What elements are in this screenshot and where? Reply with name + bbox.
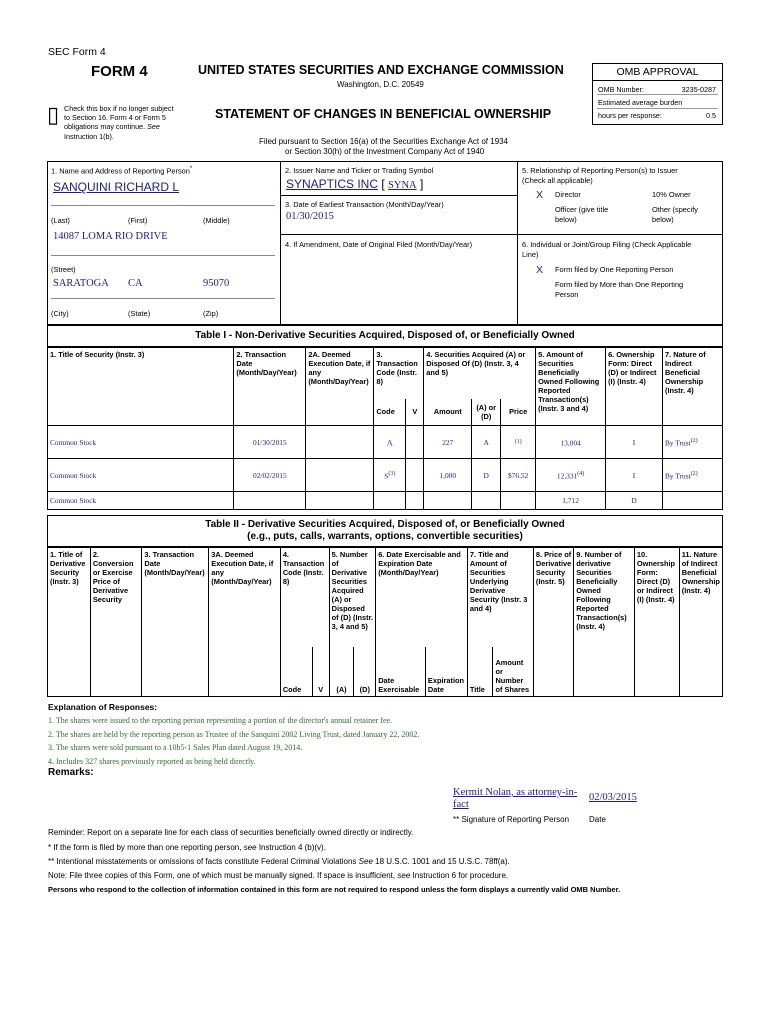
zip-label: (Zip) <box>203 309 219 318</box>
table2-subtitle: (e.g., puts, calls, warrants, options, convertible securities) <box>247 531 523 542</box>
t1-r1-v <box>406 426 424 459</box>
first-name-label: (First) <box>128 216 148 225</box>
t1-r2-deemed <box>306 459 374 492</box>
ten-pct-owner-label: 10% Owner <box>652 190 691 199</box>
explanation-item: 3. The shares were sold pursuant to a 10b5-1 Sales Plan dated August 19, 2014. <box>48 743 303 752</box>
t1-sub-ad: (A) or (D) <box>472 399 501 426</box>
explanation-item: 2. The shares are held by the reporting person as Trustee of the Sanquini 2002 Living Trust, dated January 22, 2002. <box>48 729 420 739</box>
t2-h1: 1. Title of Derivative Security (Instr. 3) <box>48 548 91 697</box>
reminder-note: Reminder: Report on a separate line for each class of securities beneficially owned directly or indirectly. <box>48 828 414 837</box>
t1-r2-code: $S^{(3)}$ <box>374 459 406 492</box>
table-row <box>48 492 723 510</box>
t1-r1-code: A <box>374 426 406 459</box>
t1-h2a: 2A. Deemed Execution Date, if any (Month/Day/Year) <box>306 348 374 426</box>
t1-r3-date <box>234 492 306 510</box>
t2-sub-v: V <box>312 647 329 697</box>
box2-label: 2. Issuer Name and Ticker or Trading Symbol <box>285 166 434 175</box>
more-persons-label: Form filed by More than One Reporting Person <box>555 280 684 299</box>
state-value: CA <box>128 278 143 289</box>
t2-h3a: 3A. Deemed Execution Date, if any (Month/Day/Year) <box>209 548 281 697</box>
one-person-mark: X <box>536 264 544 276</box>
t1-r2-ad: D <box>472 459 501 492</box>
t1-r3-v <box>406 492 424 510</box>
t2-h8: 8. Price of Derivative Security (Instr. 5) <box>533 548 573 697</box>
t1-r1-amount: 227 <box>424 426 472 459</box>
t2-h4: 4. Transaction Code (Instr. 8) <box>280 548 329 647</box>
t2-h11: 11. Nature of Indirect Beneficial Ownership (Instr. 4) <box>679 548 722 697</box>
state-label: (State) <box>128 309 151 318</box>
t1-r1-date: 01/30/2015 <box>234 426 306 459</box>
t2-h7: 7. Title and Amount of Securities Underlying Derivative Security (Instr. 3 and 4) <box>467 548 533 647</box>
director-label: Director <box>555 190 581 199</box>
signature-date: 02/03/2015 <box>589 792 637 803</box>
officer-label: Officer (give title below) <box>555 205 609 224</box>
explanation-item: 1. The shares were issued to the reporting person representing a portion of the director's annual retainer fee. <box>48 716 393 725</box>
t1-sub-price: Price <box>501 399 536 426</box>
table2-title: Table II - Derivative Securities Acquired, Disposed of, or Beneficially Owned <box>205 519 565 530</box>
sec-form-label: SEC Form 4 <box>48 46 106 58</box>
t1-h3: 3. Transaction Code (Instr. 8) <box>374 348 424 399</box>
box1-label: 1. Name and Address of Reporting Person* <box>51 166 193 176</box>
t1-sub-amount: Amount <box>424 399 472 426</box>
table2 <box>47 547 723 697</box>
filed-pursuant-line1: Filed pursuant to Section 16(a) of the Securities Exchange Act of 1934 <box>259 137 509 146</box>
footnote-multiple-persons: * If the form is filed by more than one reporting person, see Instruction 4 (b)(v). <box>48 843 326 852</box>
t1-sub-code: Code <box>374 399 406 426</box>
omb-number-label: OMB Number: <box>598 85 644 94</box>
box6-label: 6. Individual or Joint/Group Filing (Check Applicable Line) <box>522 240 692 259</box>
t1-r3-ad <box>472 492 501 510</box>
t2-h6: 6. Date Exercisable and Expiration Date (Month/Day/Year) <box>376 548 468 647</box>
ticker-link[interactable]: SYNA <box>388 180 417 191</box>
t1-r1-price: (1) <box>501 426 536 459</box>
one-person-label: Form filed by One Reporting Person <box>555 265 674 274</box>
t2-h3: 3. Transaction Date (Month/Day/Year) <box>142 548 209 697</box>
commission-location: Washington, D.C. 20549 <box>337 80 424 89</box>
t2-sub-code: Code <box>280 647 312 697</box>
statement-title: STATEMENT OF CHANGES IN BENEFICIAL OWNERSHIP <box>215 107 552 121</box>
t2-sub-date-exercisable: Date Exercisable <box>376 647 426 697</box>
table2-title-box <box>47 515 723 547</box>
t1-r1-ad: A <box>472 426 501 459</box>
omb-persons-note: Persons who respond to the collection of information contained in this form are not required to respond unless the form displays a currently valid OMB Number. <box>48 885 621 894</box>
box5-label: 5. Relationship of Reporting Person(s) to Issuer (Check all applicable) <box>522 166 678 185</box>
footnote-copies: Note: File three copies of this Form, one of which must be manually signed. If space is insufficient, see Instruction 6 for procedure. <box>48 871 509 880</box>
t2-h2: 2. Conversion or Exercise Price of Derivative Security <box>90 548 142 697</box>
checkbox-instructions: Check this box if no longer subject to Section 16. Form 4 or Form 5 obligations may continue. See Instruction 1(b). <box>64 104 174 141</box>
t1-h5: 5. Amount of Securities Beneficially Owned Following Reported Transaction(s) (Instr. 3 and 4) <box>536 348 606 426</box>
t1-r3-owned: 1,712 <box>536 492 606 510</box>
date-label: Date <box>589 815 606 824</box>
remarks-title: Remarks: <box>48 767 94 778</box>
signature-name[interactable]: Kermit Nolan, as attorney-in-fact <box>453 787 578 810</box>
t1-r3-form: D <box>606 492 663 510</box>
t1-h4: 4. Securities Acquired (A) or Disposed Of (D) (Instr. 3, 4 and 5) <box>424 348 536 399</box>
t1-r3-deemed <box>306 492 374 510</box>
omb-number-value: 3235-0287 <box>681 85 716 94</box>
t2-h9: 9. Number of derivative Securities Beneficially Owned Following Reported Transaction(s) (Instr. 4) <box>574 548 635 697</box>
explanation-title: Explanation of Responses: <box>48 702 158 712</box>
signature-label: ** Signature of Reporting Person <box>453 815 570 824</box>
t1-r3-nature <box>663 492 723 510</box>
t2-sub-title: Title <box>467 647 493 697</box>
t1-r3-title: Common Stock <box>48 492 234 510</box>
t2-sub-d: (D) <box>354 647 376 697</box>
t2-h10: 10. Ownership Form: Direct (D) or Indirect (I) (Instr. 4) <box>634 548 679 697</box>
t1-r3-amount <box>424 492 472 510</box>
omb-burden-label: Estimated average burden <box>598 98 683 107</box>
t1-h6: 6. Ownership Form: Direct (D) or Indirect (I) (Instr. 4) <box>606 348 663 426</box>
omb-hours-value: 0.5 <box>706 111 716 120</box>
box3-label: 3. Date of Earliest Transaction (Month/Day/Year) <box>285 200 444 209</box>
earliest-transaction-date: 01/30/2015 <box>286 211 334 222</box>
filed-pursuant-line2: or Section 30(h) of the Investment Company Act of 1940 <box>285 147 485 156</box>
t2-h5: 5. Number of Derivative Securities Acquired (A) or Disposed of (D) (Instr. 3, 4 and 5) <box>329 548 376 647</box>
t1-r1-form: I <box>606 426 663 459</box>
omb-approval-title: OMB APPROVAL <box>616 66 699 78</box>
t1-r2-date: 02/02/2015 <box>234 459 306 492</box>
t1-r2-v <box>406 459 424 492</box>
table-row <box>48 459 723 492</box>
form-number: FORM 4 <box>91 63 148 80</box>
director-mark: X <box>536 189 544 201</box>
t1-h1: 1. Title of Security (Instr. 3) <box>48 348 234 426</box>
t1-r2-amount: 1,000 <box>424 459 472 492</box>
issuer-name: SYNAPTICS INC [ SYNA ] <box>286 177 424 191</box>
table-row <box>48 426 723 459</box>
explanation-list <box>48 714 419 768</box>
t2-sub-amount: Amount or Number of Shares <box>493 647 533 697</box>
omb-hours-label: hours per response: <box>598 111 662 120</box>
t1-r1-title: Common Stock <box>48 426 234 459</box>
no-longer-subject-checkbox[interactable]: ▯ <box>47 102 60 127</box>
table1-title: Table I - Non-Derivative Securities Acquired, Disposed of, or Beneficially Owned <box>195 330 575 341</box>
city-value: SARATOGA <box>53 278 109 289</box>
commission-title: UNITED STATES SECURITIES AND EXCHANGE COMMISSION <box>198 63 564 77</box>
t1-h2: 2. Transaction Date (Month/Day/Year) <box>234 348 306 426</box>
last-name-label: (Last) <box>51 216 70 225</box>
middle-name-label: (Middle) <box>203 216 230 225</box>
table1-title-box <box>47 325 723 347</box>
t1-r1-owned: 13,004 <box>536 426 606 459</box>
t2-sub-expiration: Expiration Date <box>425 647 467 697</box>
explanation-item: 4. Includes 327 shares previously reported as being held directly. <box>48 756 256 766</box>
table1 <box>47 347 723 510</box>
t1-h7: 7. Nature of Indirect Beneficial Ownership (Instr. 4) <box>663 348 723 426</box>
street-address: 14087 LOMA RIO DRIVE <box>53 231 168 242</box>
issuer-link[interactable]: SYNAPTICS INC <box>286 177 379 191</box>
reporting-person-name[interactable]: SANQUINI RICHARD L <box>53 180 180 194</box>
zip-value: 95070 <box>203 278 230 289</box>
t1-r2-form: I <box>606 459 663 492</box>
t1-r3-code <box>374 492 406 510</box>
t1-r1-nature: By Trust$^{(2)}$ <box>663 426 723 459</box>
footnote-misstatements: ** Intentional misstatements or omissions of facts constitute Federal Criminal Violations See 18 U.S.C. 1001 and 15 U.S.C. 78ff(a). <box>48 857 510 866</box>
other-label: Other (specify below) <box>652 205 699 224</box>
t1-r1-deemed <box>306 426 374 459</box>
t1-r2-price: $76.52 <box>501 459 536 492</box>
t1-r2-title: Common Stock <box>48 459 234 492</box>
street-label: (Street) <box>51 265 76 274</box>
city-label: (City) <box>51 309 69 318</box>
t1-r3-price <box>501 492 536 510</box>
omb-approval-box <box>592 63 723 125</box>
t1-sub-v: V <box>406 399 424 426</box>
t2-sub-a: (A) <box>329 647 354 697</box>
box4-label: 4. If Amendment, Date of Original Filed (Month/Day/Year) <box>285 240 473 249</box>
t1-r2-owned: 12,331$^{(4)}$ <box>536 459 606 492</box>
t1-r2-nature: By Trust$^{(2)}$ <box>663 459 723 492</box>
